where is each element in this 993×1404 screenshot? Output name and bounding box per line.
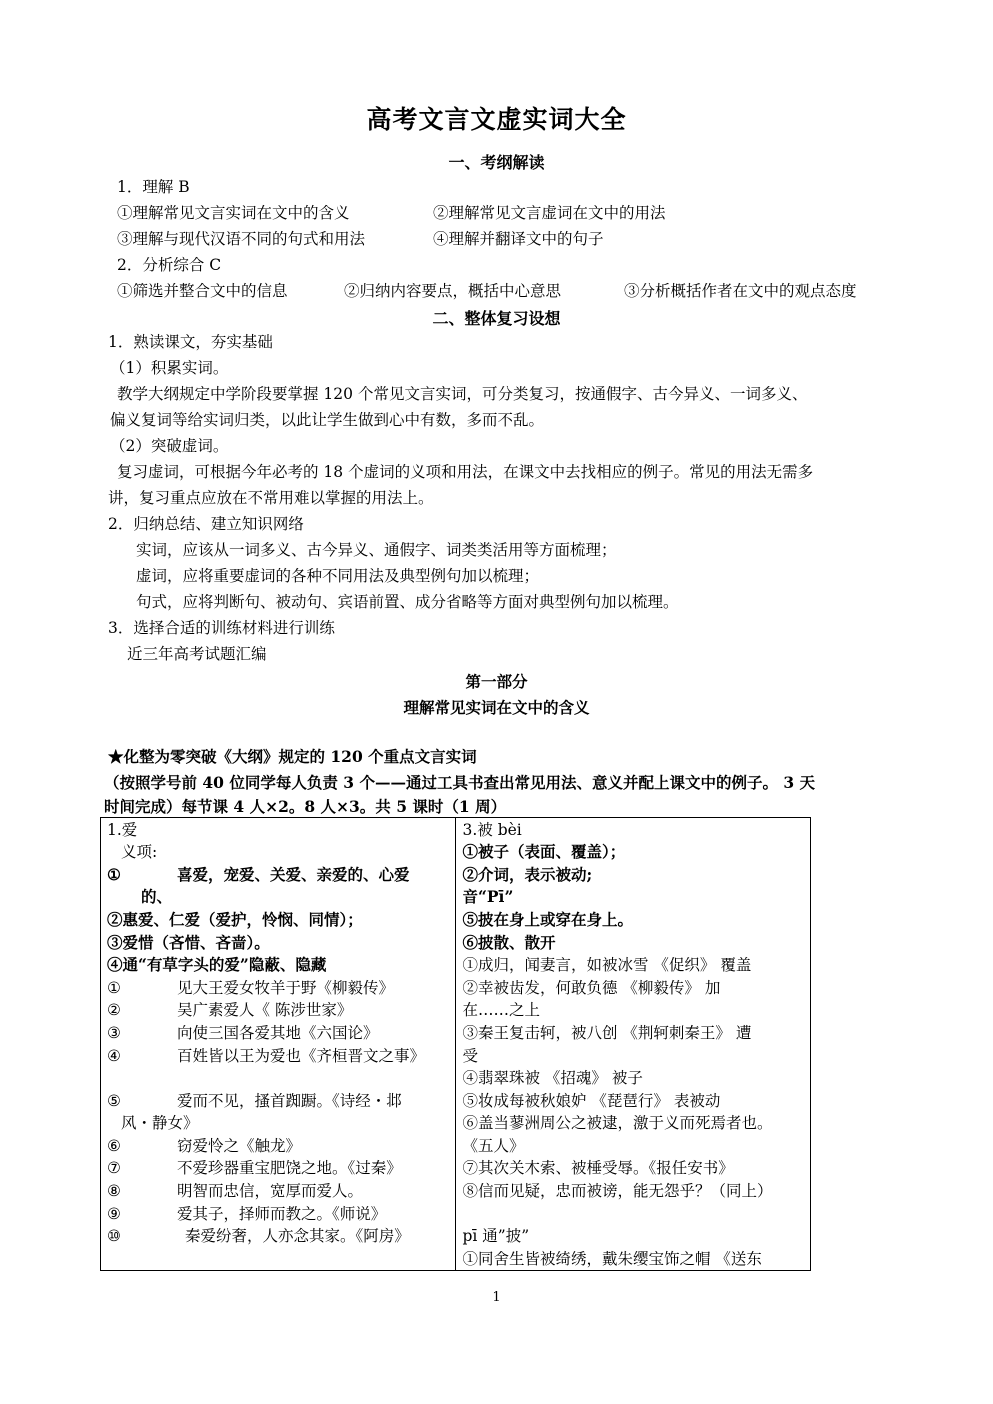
- outline-point: ③理解与现代汉语不同的句式和用法: [117, 230, 366, 248]
- example-line: ⑥盖当蓼洲周公之被逮，激于义而死焉者也。: [462, 1114, 773, 1132]
- meaning-item: ①被子（表面、覆盖）；: [462, 842, 626, 861]
- meaning-item: 音“Pī”: [462, 887, 514, 906]
- example-line: ⑦ 不爱珍器重宝肥饶之地。《过秦》: [107, 1159, 402, 1177]
- plan-line: （1）积累实词。: [110, 359, 229, 377]
- example-line: ③ 向使三国各爱其地《六国论》: [107, 1024, 379, 1042]
- meaning-item: ⑤披在身上或穿在身上。: [462, 910, 633, 929]
- example-line: ③秦王复击轲，被八创 《荆轲刺秦王》 遭: [462, 1024, 752, 1042]
- outline-item-1: 1．理解 B: [117, 178, 190, 196]
- document-title: 高考文言文虚实词大全: [366, 105, 627, 134]
- plan-line: 虚词，应将重要虚词的各种不同用法及典型例句加以梳理；: [136, 567, 540, 585]
- plan-line: 教学大纲规定中学阶段要掌握 120 个常见文言实词，可分类复习，按通假字、古今异义、一词多义、: [117, 385, 808, 403]
- meaning-item: 的、: [141, 887, 173, 906]
- plan-line: 讲，复习重点应放在不常用难以掌握的用法上。: [108, 489, 434, 507]
- outline-point: ①筛选并整合文中的信息: [117, 282, 288, 300]
- meaning-item: ① 喜爱，宠爱、关爱、亲爱的、心爱: [107, 865, 410, 884]
- plan-line: 句式，应将判断句、被动句、宾语前置、成分省略等方面对典型例句加以梳理。: [136, 593, 679, 611]
- entry-heading: 1.爱: [107, 821, 138, 839]
- meaning-item: ④通“有草字头的爱”隐蔽、隐藏: [107, 955, 327, 974]
- outline-point: ②理解常见文言虚词在文中的用法: [433, 204, 666, 222]
- plan-line: 实词，应该从一词多义、古今异义、通假字、词类类活用等方面梳理；: [136, 541, 617, 559]
- vocabulary-table: [100, 817, 811, 1271]
- meaning-item: ③爱惜（吝惜、吝啬）。: [107, 933, 270, 952]
- example-line: 在……之上: [462, 1001, 540, 1019]
- example-line: 风・静女》: [121, 1114, 199, 1132]
- assignment-note: 时间完成）每节课 4 人×2。8 人×3。共 5 课时（1 周）: [104, 797, 507, 816]
- example-line: ⑤ 爱而不见，搔首踟蹰。《诗经・邶: [107, 1092, 402, 1110]
- meaning-item: ⑥披散、散开: [462, 933, 556, 952]
- plan-line: 3．选择合适的训练材料进行训练: [108, 619, 335, 637]
- example-line: 受: [462, 1047, 478, 1065]
- outline-point: ①理解常见文言实词在文中的含义: [117, 204, 350, 222]
- section-heading-plan: 二、整体复习设想: [432, 309, 561, 328]
- table-cell-left: [101, 818, 456, 1271]
- example-line: ④ 百姓皆以王为爱也《齐桓晋文之事》: [107, 1047, 426, 1065]
- example-line: ④翡翠珠被 《招魂》 被子: [462, 1069, 643, 1087]
- example-line: ①成归，闻妻言，如被冰雪 《促织》 覆盖: [462, 956, 752, 974]
- part-subheading: 理解常见实词在文中的含义: [403, 698, 590, 717]
- plan-line: 1．熟读课文，夯实基础: [108, 333, 273, 351]
- plan-line: 近三年高考试题汇编: [127, 645, 267, 663]
- outline-point: ④理解并翻译文中的句子: [433, 230, 604, 248]
- meaning-label: 义项:: [121, 843, 158, 861]
- outline-point: ②归纳内容要点，概括中心意思: [344, 282, 562, 300]
- outline-point: ③分析概括作者在文中的观点态度: [624, 282, 857, 300]
- meaning-item: ②介词，表示被动;: [462, 865, 593, 884]
- plan-line: 偏义复词等给实词归类，以此让学生做到心中有数，多而不乱。: [110, 411, 545, 429]
- example-line: ⑨ 爱其子，择师而教之。《师说》: [107, 1205, 387, 1223]
- example-line: ② 吴广素爱人《 陈涉世家》: [107, 1001, 353, 1019]
- star-note: ★化整为零突破《大纲》规定的 120 个重点文言实词: [108, 747, 477, 766]
- table-cell-right: [456, 818, 811, 1271]
- example-line: pī 通”披”: [462, 1227, 530, 1245]
- meaning-item: ②惠爱、仁爱（爱护，怜悯、同情）；: [107, 910, 363, 929]
- plan-line: 2．归纳总结、建立知识网络: [108, 515, 304, 533]
- example-line: ⑥ 窃爱怜之《触龙》: [107, 1137, 302, 1155]
- example-line: ①同舍生皆被绮绣，戴朱缨宝饰之帽 《送东: [462, 1250, 762, 1268]
- entry-heading: 3.被 bèi: [462, 821, 522, 839]
- outline-item-2: 2．分析综合 C: [117, 256, 222, 274]
- example-line: ⑤妆成每被秋娘妒 《琵琶行》 表被动: [462, 1092, 721, 1110]
- section-heading-outline: 一、考纲解读: [448, 153, 545, 172]
- plan-line: （2）突破虚词。: [110, 437, 229, 455]
- example-line: ① 见大王爱女牧羊于野《柳毅传》: [107, 979, 395, 997]
- example-line: ⑧ 明智而忠信，宽厚而爱人。: [107, 1182, 364, 1200]
- example-line: ②幸被齿发，何敢负德 《柳毅传》 加: [462, 979, 721, 997]
- part-heading: 第一部分: [465, 672, 528, 691]
- example-line: 《五人》: [462, 1137, 525, 1155]
- assignment-note: （按照学号前 40 位同学每人负责 3 个——通过工具书查出常见用法、意义并配上课文中的例子。 3 天: [104, 773, 816, 792]
- example-line: ⑦其次关木索、被棰受辱。《报任安书》: [462, 1159, 734, 1177]
- plan-line: 复习虚词，可根据今年必考的 18 个虚词的义项和用法，在课文中去找相应的例子。常见的用法无需多: [117, 463, 814, 481]
- page-number: 1: [492, 1290, 501, 1305]
- example-line: ⑩ 秦爱纷奢，人亦念其家。《阿房》: [107, 1227, 410, 1245]
- example-line: ⑧信而见疑，忠而被谤，能无怨乎？（同上）: [462, 1182, 773, 1200]
